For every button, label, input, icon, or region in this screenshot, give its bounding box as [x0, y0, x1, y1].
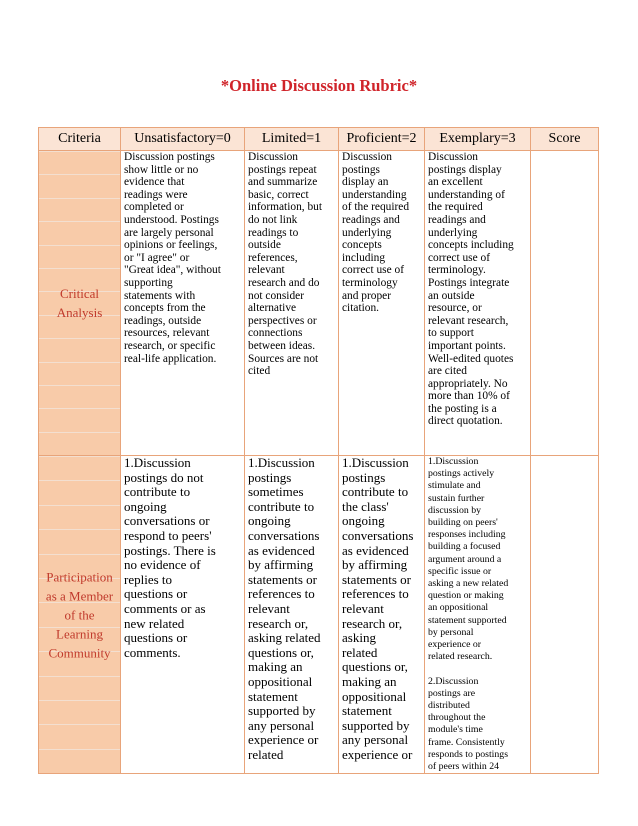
limited-cell: Discussion postings repeat and summarize basic, correct information, but do not link readings to outside references, relevant research and do not consider alternative perspectives or connections between ideas. Sources are not cited	[245, 151, 339, 456]
limited-cell: 1.Discussion postings sometimes contribute to ongoing conversations as evidenced by affirming statements or references to relevant research or, asking related questions or, making an oppositional statement supported by any personal experience or related	[245, 456, 339, 774]
unsatisfactory-cell: Discussion postings show little or no evidence that readings were completed or understood. Postings are largely personal opinions or feelings, or "I agree" or "Great idea", without supporting statements with concepts from the readings, outside resources, relevant research, or specific real-life application.	[121, 151, 245, 456]
header-proficient: Proficient=2	[339, 128, 425, 151]
criteria-label: Critical Analysis	[56, 286, 103, 320]
header-unsatisfactory: Unsatisfactory=0	[121, 128, 245, 151]
score-cell[interactable]	[531, 151, 599, 456]
criteria-label: Participation as a Member of the Learning Community	[45, 569, 114, 661]
exemplary-cell: 1.Discussion postings actively stimulate and sustain further discussion by building on peers' responses including building a focused argument around a specific issue or asking a new related question or making an oppositional statement supported by personal experience or related research. 2.Discussion postings are distributed throughout the module's time frame. Consistently responds to postings of peers within 24	[425, 456, 531, 774]
rubric-table	[38, 127, 599, 774]
unsatisfactory-cell: 1.Discussion postings do not contribute to ongoing conversations or respond to peers' postings. There is no evidence of replies to questions or comments or as new related questions or comments.	[121, 456, 245, 774]
proficient-cell: Discussion postings display an understanding of the required readings and underlying concepts including correct use of terminology and proper citation.	[339, 151, 425, 456]
document-title: *Online Discussion Rubric*	[220, 76, 418, 95]
table-row	[39, 456, 599, 774]
header-criteria: Criteria	[39, 128, 121, 151]
header-exemplary: Exemplary=3	[425, 128, 531, 151]
header-row	[39, 128, 599, 151]
criteria-cell	[39, 456, 121, 774]
table-row	[39, 151, 599, 456]
header-score: Score	[531, 128, 599, 151]
proficient-cell: 1.Discussion postings contribute to the class' ongoing conversations as evidenced by affirming statements or references to relevant research or, asking related questions or, making an oppositional statement supported by any personal experience or	[339, 456, 425, 774]
score-cell[interactable]	[531, 456, 599, 774]
criteria-cell	[39, 151, 121, 456]
header-limited: Limited=1	[245, 128, 339, 151]
exemplary-cell: Discussion postings display an excellent understanding of the required readings and underlying concepts including correct use of terminology. Postings integrate an outside resource, or relevant research, to support important points. Well-edited quotes are cited appropriately. No more than 10% of the posting is a direct quotation.	[425, 151, 531, 456]
